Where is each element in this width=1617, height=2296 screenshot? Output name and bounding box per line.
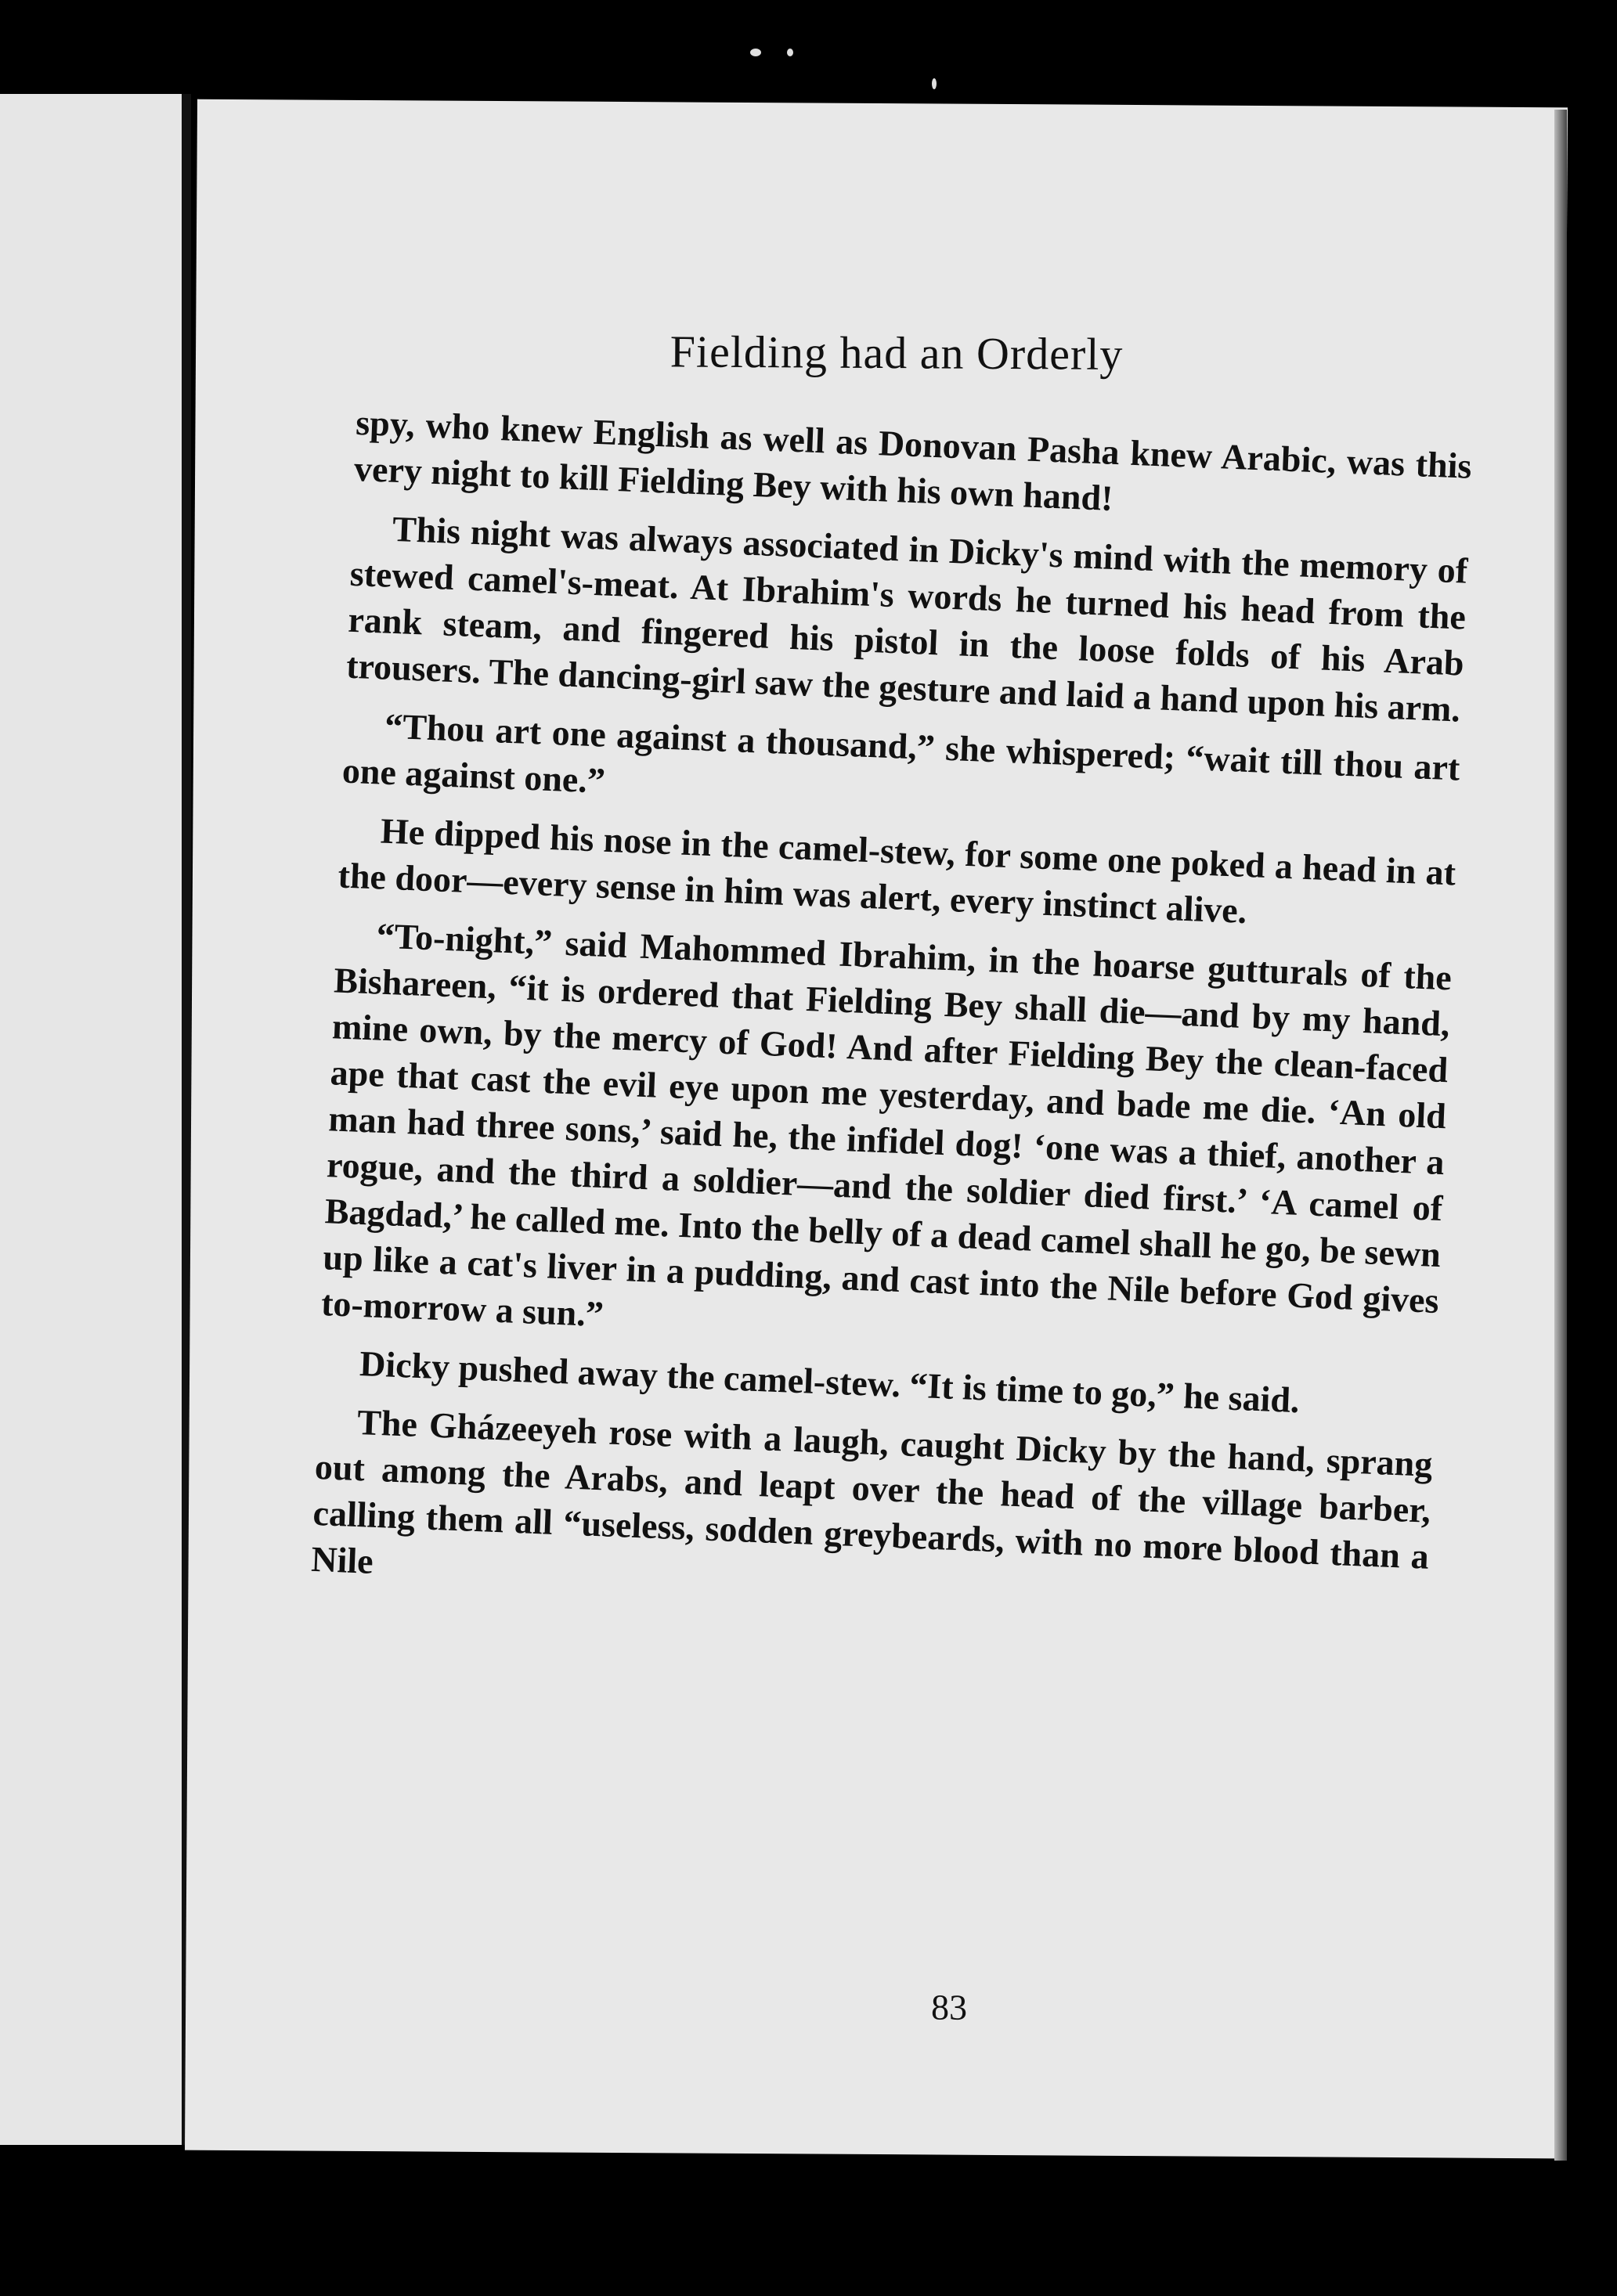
scan-speck xyxy=(932,78,937,89)
page-edge-shadow xyxy=(1554,110,1567,2161)
running-head: Fielding had an Orderly xyxy=(670,326,1124,380)
body-text xyxy=(310,399,1473,1638)
scan-speck xyxy=(750,49,761,56)
facing-page-edge xyxy=(0,94,182,2145)
paragraph: “Thou art one against a thousand,” she whispered; “wait till thou art one against one.” xyxy=(341,705,1461,801)
book-page xyxy=(185,99,1568,2159)
paragraph: “To-night,” said Mahommed Ibrahim, in the hoarse gutturals of the Bishareen, “it is ordered that Fielding Bey shall die—and by my hand, mine own, by the mercy of God! And after Fielding Bey the clean-faced ape that cast the evil eye upon me yesterday, and bade me die. ‘An old man had three sons,’ said he, the infidel dog! ‘one was a thief, another a rogue, and the third a soldier—and the soldier died first.’ ‘A camel of Bagdad,’ he called me. Into the belly of a dead camel shall he go, be sewn up like a cat's liver in a pudding, and cast into the Nile before God gives to-morrow a sun.” xyxy=(320,915,1453,1335)
paragraph: He dipped his nose in the camel-stew, for some one poked a head in at the door—every sense in him was alert, every instinct alive. xyxy=(337,810,1457,932)
paragraph: The Gházeeyeh rose with a laugh, caught Dicky by the hand, sprang out among the Arabs, and leapt over the head of the village barber, calling them all “useless, sodden greybeards, with no more blood than a Nile xyxy=(310,1401,1434,1581)
paragraph: Dicky pushed away the camel-stew. “It is time to go,” he said. xyxy=(359,1343,1301,1421)
paragraph: spy, who knew English as well as Donovan Pasha knew Arabic, was this very night to kill Fielding Bey with his own hand! xyxy=(353,402,1473,518)
scan-speck xyxy=(787,49,793,56)
page-number: 83 xyxy=(930,1987,968,2027)
paragraph: This night was always associated in Dicky's mind with the memory of stewed camel's-meat. At Ibrahim's words he turned his head from the rank steam, and fingered his pistol in the loose folds of his Arab trousers. The dancing-girl saw the gesture and laid a hand upon his arm. xyxy=(345,508,1469,730)
